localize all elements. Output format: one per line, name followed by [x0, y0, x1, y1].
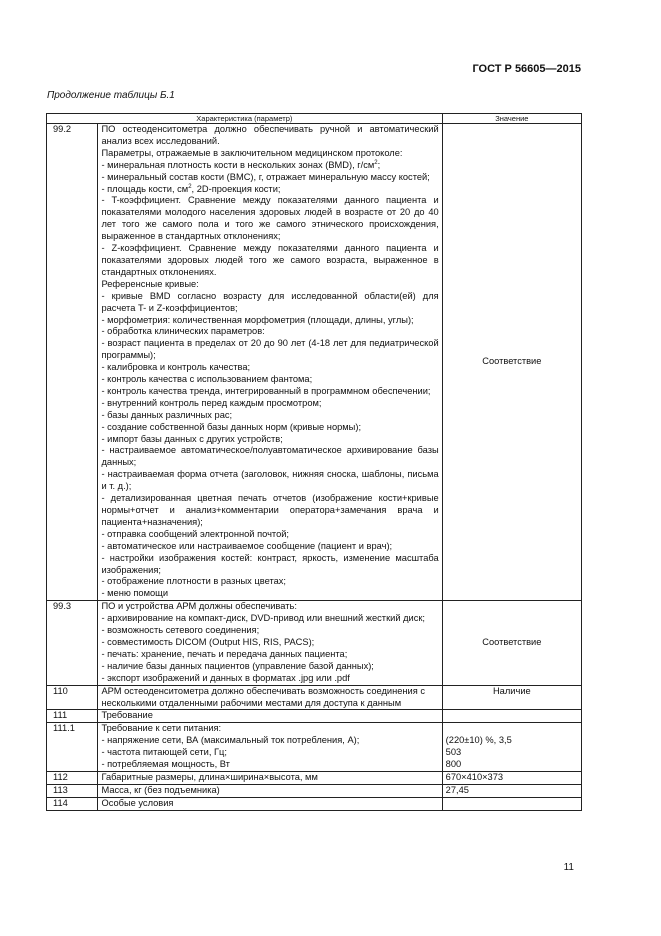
- table-row: [47, 723, 582, 772]
- row-value: [442, 723, 581, 772]
- table-row: [47, 784, 582, 797]
- table-row: [47, 685, 582, 710]
- desc-line: - наличие базы данных пациентов (управление базой данных);: [101, 660, 374, 671]
- value-line: 503: [445, 747, 462, 758]
- row-number: 110: [47, 685, 98, 710]
- desc-line: - базы данных различных рас;: [101, 409, 233, 420]
- desc-line: - площадь кости, $см^2$, 2D-проекция кости;: [101, 183, 281, 194]
- desc-line: - минеральная плотность кости в нескольких зонах (BMD), $г/см^2$;: [101, 159, 381, 170]
- row-number: 113: [47, 784, 98, 797]
- table-row: [47, 710, 582, 723]
- value-line: 800: [445, 759, 462, 770]
- row-number: 99.2: [47, 124, 98, 601]
- value-line: (220±10) %, 3,5: [445, 735, 512, 746]
- desc-line: - возраст пациента в пределах от 20 до 90 лет (4-18 лет для педиатрической программы);: [101, 338, 439, 361]
- desc-line: ПО остеоденситометра должно обеспечивать ручной и автоматический анализ всех исследований.: [101, 124, 439, 146]
- desc-line: - печать: хранение, печать и передача данных пациента;: [101, 648, 348, 659]
- desc-line: - настраиваемое автоматическое/полуавтоматическое архивирование базы данных;: [101, 445, 439, 468]
- row-description: [98, 601, 442, 685]
- row-value: 27,45: [442, 784, 581, 797]
- desc-line: Параметры, отражаемые в заключительном медицинском протоколе:: [101, 147, 403, 158]
- desc-line: - архивирование на компакт-диск, DVD-привод или внешний жесткий диск;: [101, 613, 426, 624]
- desc-line: - кривые BMD согласно возрасту для исследованной области(ей) для расчета T- и Z-коэффициентов;: [101, 290, 439, 313]
- row-description: Габаритные размеры, длина×ширина×высота, мм: [98, 771, 442, 784]
- desc-line: - калибровка и контроль качества;: [101, 362, 251, 373]
- standard-code: ГОСТ Р 56605—2015: [472, 63, 581, 75]
- desc-line: - T-коэффициент. Сравнение между показателями данного пациента и показателями молодого населения здоровых людей в возрасте от 20 до 40 лет того же самого пола и того же самого этнического происхождения, выраженное в стандартных отклонениях;: [101, 195, 439, 242]
- desc-line: - потребляемая мощность, Вт: [101, 759, 230, 770]
- row-description: Масса, кг (без подъемника): [98, 784, 442, 797]
- desc-line: ПО и устройства АРМ должны обеспечивать:: [101, 601, 297, 612]
- desc-line: - импорт базы данных с других устройств;: [101, 433, 283, 444]
- desc-line: - совместимость DICOM (Output HIS, RIS, PACS);: [101, 636, 315, 647]
- desc-line: Требование к сети питания:: [101, 723, 222, 734]
- desc-line: - экспорт изображений и данных в форматах .jpg или .pdf: [101, 672, 350, 683]
- row-value: [442, 797, 581, 810]
- row-value: Соответствие: [442, 124, 581, 601]
- desc-line: - настраиваемая форма отчета (заголовок, нижняя сноска, шаблоны, письма и т. д.);: [101, 469, 439, 492]
- desc-line: Референсные кривые:: [101, 278, 199, 289]
- table-row: [47, 771, 582, 784]
- row-description: [98, 723, 442, 772]
- desc-line: - настройки изображения костей: контраст, яркость, изменение масштаба изображения;: [101, 552, 439, 575]
- table-row: [47, 601, 582, 685]
- row-number: 114: [47, 797, 98, 810]
- table-row: [47, 797, 582, 810]
- row-description: [98, 124, 442, 601]
- row-description: Требование: [98, 710, 442, 723]
- desc-line: - создание собственной базы данных норм (кривые нормы);: [101, 421, 362, 432]
- desc-line: - морфометрия: количественная морфометрия (площади, длины, углы);: [101, 314, 414, 325]
- row-number: 99.3: [47, 601, 98, 685]
- row-value: [442, 710, 581, 723]
- desc-line: - обработка клинических параметров:: [101, 326, 265, 337]
- page-number: 11: [563, 862, 574, 873]
- desc-line: - контроль качества с использованием фантома;: [101, 374, 313, 385]
- desc-line: - детализированная цветная печать отчетов (изображение кости+кривые нормы+отчет и анализ+комментарии оператора+замечания врача и пациента+назначения);: [101, 493, 439, 527]
- row-description: АРМ остеоденситометра должно обеспечивать возможность соединения с несколькими отдаленными рабочими местами для доступа к данным: [98, 685, 442, 710]
- desc-line: - возможность сетевого соединения;: [101, 625, 260, 636]
- row-value: Соответствие: [442, 601, 581, 685]
- desc-line: - отправка сообщений электронной почтой;: [101, 528, 290, 539]
- desc-line: - напряжение сети, ВА (максимальный ток потребления, А);: [101, 735, 360, 746]
- row-value: 670×410×373: [442, 771, 581, 784]
- table-row: [47, 124, 582, 601]
- table-caption: Продолжение таблицы Б.1: [47, 90, 175, 101]
- desc-line: - отображение плотности в разных цветах;: [101, 576, 286, 587]
- desc-line: - внутренний контроль перед каждым просмотром;: [101, 397, 322, 408]
- spec-table: [46, 113, 582, 811]
- desc-line: - частота питающей сети, Гц;: [101, 747, 227, 758]
- header-characteristic: Характеристика (параметр): [47, 114, 443, 124]
- desc-line: - контроль качества тренда, интегрированный в программном обеспечении;: [101, 385, 431, 396]
- desc-line: - минеральный состав кости (BMC), г, отражает минеральную массу костей;: [101, 171, 430, 182]
- desc-line: - меню помощи: [101, 588, 169, 599]
- header-value: Значение: [442, 114, 581, 124]
- row-number: 111: [47, 710, 98, 723]
- row-description: Особые условия: [98, 797, 442, 810]
- row-value: Наличие: [442, 685, 581, 710]
- desc-line: - Z-коэффициент. Сравнение между показателями данного пациента и показателями здоровых людей того же самого возраста, выраженное в стандартных отклонениях.: [101, 243, 439, 277]
- desc-line: - автоматическое или настраиваемое сообщение (пациент и врач);: [101, 540, 393, 551]
- row-number: 111.1: [47, 723, 98, 772]
- row-number: 112: [47, 771, 98, 784]
- table-header-row: [47, 114, 582, 124]
